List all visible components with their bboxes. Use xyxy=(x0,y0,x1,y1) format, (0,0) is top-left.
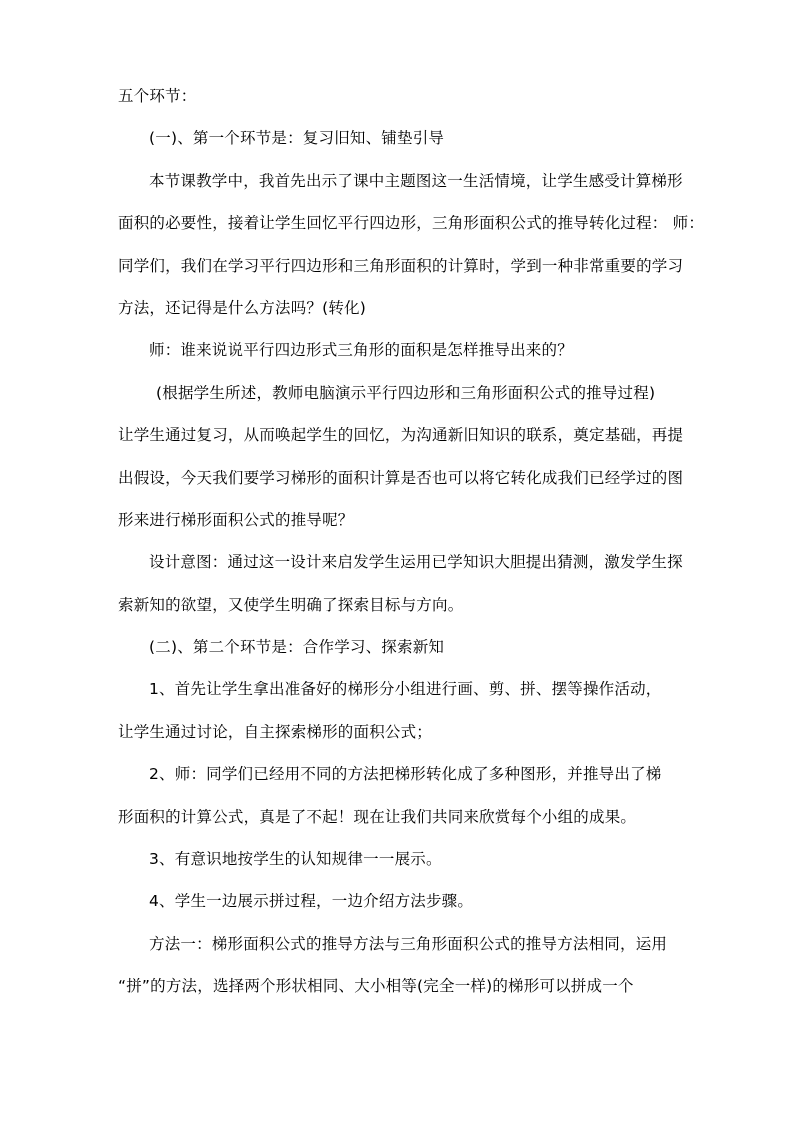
text-line-21: 方法一：梯形面积公式的推导方法与三角形面积公式的推导方法相同，运用 xyxy=(149,934,668,953)
text-line-19: 3、有意识地按学生的认知规律一一展示。 xyxy=(149,850,442,869)
text-line-16: 让学生通过讨论，自主探索梯形的面积公式； xyxy=(118,722,433,741)
text-line-17: 2、师：同学们已经用不同的方法把梯形转化成了多种图形，并推导出了梯 xyxy=(149,765,662,784)
text-line-3: 本节课教学中，我首先出示了课中主题图这一生活情境，让学生感受计算梯形 xyxy=(149,171,683,190)
text-line-7: 师：谁来说说平行四边形式三角形的面积是怎样推导出来的？ xyxy=(149,341,573,360)
text-line-4: 面积的必要性，接着让学生回忆平行四边形，三角形面积公式的推导转化过程： 师： xyxy=(118,214,705,233)
text-line-10: 出假设，今天我们要学习梯形的面积计算是否也可以将它转化成我们已经学过的图 xyxy=(118,468,684,487)
section-heading-2: (二)、第二个环节是：合作学习、探索新知 xyxy=(149,638,445,657)
text-line-12: 设计意图：通过这一设计来启发学生运用已学知识大胆提出猜测，激发学生探 xyxy=(149,553,683,572)
document-body xyxy=(118,86,705,1019)
text-line-1: 五个环节： xyxy=(118,87,197,105)
section-heading-1: (一)、第一个环节是：复习旧知、铺垫引导 xyxy=(149,129,445,148)
text-line-11: 形来进行梯形面积公式的推导呢？ xyxy=(118,510,354,529)
text-line-18: 形面积的计算公式，真是了不起！现在让我们共同来欣赏每个小组的成果。 xyxy=(118,807,637,826)
text-line-20: 4、学生一边展示拼过程，一边介绍方法步骤。 xyxy=(149,892,474,911)
text-line-9: 让学生通过复习，从而唤起学生的回忆，为沟通新旧知识的联系，奠定基础，再提 xyxy=(118,426,684,445)
text-line-5: 同学们，我们在学习平行四边形和三角形面积的计算时，学到一种非常重要的学习 xyxy=(118,256,684,275)
text-line-22: “拼”的方法，选择两个形状相同、大小相等(完全一样)的梯形可以拼成一个 xyxy=(118,977,634,996)
text-line-8: (根据学生所述，教师电脑演示平行四边形和三角形面积公式的推导过程) xyxy=(156,383,656,402)
text-line-15: 1、首先让学生拿出准备好的梯形分小组进行画、剪、拼、摆等操作活动， xyxy=(149,680,662,699)
text-line-13: 索新知的欲望，又使学生明确了探索目标与方向。 xyxy=(118,595,464,614)
text-line-6: 方法，还记得是什么方法吗？(转化) xyxy=(118,298,366,317)
